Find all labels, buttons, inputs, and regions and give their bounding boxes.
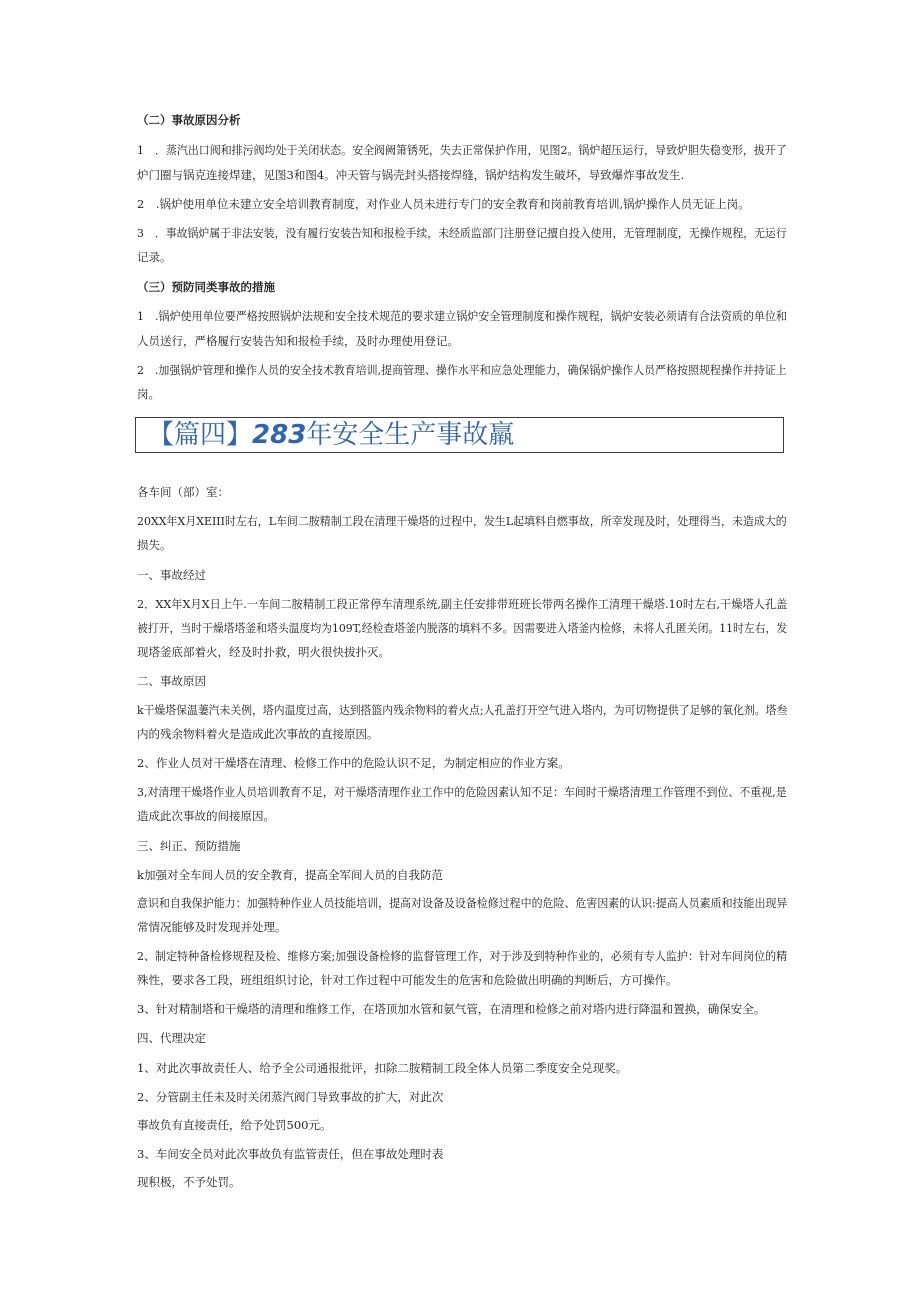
decision-item-1: 1、对此次事故责任人、给予全公司通报批评，扣除二胺精制工段全体人员第二季度安全兑现奖。 [137,1061,628,1075]
incident-cause-2: 2、作业人员对干燥塔在清理、检修工作中的危险认识不足，为制定相应的作业方案。 [137,756,570,770]
incident-process-line-3: 现塔釜底部着火，经及时扑救，明火很快拔扑灭。 [137,645,390,659]
measure-item-2-line-1: 2 .加强锅炉管理和操作人员的安全技术教育培训,提商管理、操作水平和应急处理能力，确保锅炉操作人员严格按照规程操作并持证上 [137,363,787,377]
cause-item-1-line-2: 炉门圈与锅克连接焊建，见图3和图4。冲天管与锅壳封头搭接焊缝，锅炉结构发生破坏，导致爆炸事故发生. [137,168,685,182]
incident-cause-1-line-1: k干燥塔保温萋汽未关例，塔内温度过高，达到搭篮内残余物料的着火点;人孔盖打开空气进入塔内，为可切物提供了足够的氧化剂。塔叁 [137,703,788,717]
corrective-measure-1-line-3: 常情况能够及时发现并处理。 [137,920,287,934]
corrective-measure-2-line-1: 2、制定特种备检修规程及检、维修方案;加强设备检修的监督管理工作，对于涉及到特种作业的，必须有专人监护：针对车间岗位的精 [137,949,788,963]
cause-item-3-line-1: 3 ．事故锅炉属于非法安装，没有履行安装告知和报检手续，未经质监部门注册登记擅自投入使用，无管理制度，无操作规程，无运行 [137,226,787,240]
section-heading-cause-analysis: （二）事故原因分析 [137,113,241,127]
measure-item-1-line-1: 1 .锅炉使用单位要严格按照锅炉法规和安全技术规范的要求建立锅炉安全管理制度和操作规程，锅炉安装必须请有合法资质的单位和 [137,309,787,323]
cause-item-3-line-2: 记录。 [137,250,172,264]
decision-item-2-line-2: 事故负有直接责任，给予处罚500元。 [137,1118,332,1132]
corrective-measure-2-line-2: 殊性，要求各工段，班组组织讨论，针对工作过程中可能发生的危害和危险做出明确的判断后，方可操作。 [137,973,678,987]
intro-line-2: 损失。 [137,538,172,552]
section-heading-prevention: （三）预防同类事故的措施 [137,280,275,294]
salutation: 各车间（部）室： [137,485,229,499]
incident-cause-1-line-2: 内的残余物料着火是造成此次事故的直接原因。 [137,727,379,741]
section-heading-incident-process: 一、事故经过 [137,568,206,582]
intro-line-1: 20XX年X月XEIII时左右，L车间二胺精制工段在清理干燥塔的过程中，发生L起填料自燃事故，所幸发现及时，处理得当，未造成大的 [137,514,787,528]
section-heading-handling-decision: 四、代理决定 [137,1031,206,1045]
banner-bracket-label: 【篇四】 [148,420,253,450]
incident-process-line-1: 2．XX年X月X日上午.一车间二胺精制工段正常停车清理系统,副主任安排带班班长带两名操作工清理干燥塔.10时左右,干燥塔人孔盖 [137,597,788,611]
corrective-measure-1-line-1: k加强对全车间人员的安全教育，提高全军间人员的自我防范 [137,868,443,882]
measure-item-2-line-2: 岗。 [137,387,160,401]
corrective-measure-3: 3、针对精制塔和干燥塔的清理和维修工作，在塔顶加水管和氨气管，在清理和检修之前对塔内进行降温和置换，确保安全。 [137,1002,766,1016]
decision-item-2-line-1: 2、分管副主任未及时关闭蒸汽阀门导致事故的扩大，对此次 [137,1090,444,1104]
incident-cause-3-line-2: 造成此次事故的间接原因。 [137,809,275,823]
incident-process-line-2: 被打开，当时干燥塔塔釜和塔头温度均为109T,经检查塔釜内脱落的填料不多。因需要进入塔釜内检修，未将人孔匿关闭。11时左右，发 [137,621,788,635]
banner-title-text: 年安全生产事故羸 [306,420,515,450]
banner-number: 283 [252,420,307,450]
section-heading-corrective-measures: 三、纠正、预防措施 [137,839,241,853]
cause-item-2: 2 .锅炉使用单位未建立安全培训教育制度，对作业人员未进行专门的安全教育和岗前教育培训,锅炉操作人员无证上岗。 [137,197,750,211]
corrective-measure-1-line-2: 意识和自我保护能力：加强特种作业人员技能培训，提高对设备及设备检修过程中的危险、危害因素的认识:提高人员素质和技能出现异 [137,896,788,910]
section-heading-incident-cause: 二、事故原因 [137,674,206,688]
measure-item-1-line-2: 人员送行，严格履行安装告知和报检手续，及时办理使用登记。 [137,334,459,348]
cause-item-1-line-1: 1 ．蒸汽出口阀和排污阀均处于关闭状态。安全阀阙箫锈死，失去正常保护作用，见图2。锅炉超压运行，导致炉胆失稳变形，拔开了 [137,143,787,157]
decision-item-3-line-1: 3、车间安全员对此次事故负有监管责任，但在事故处理时表 [137,1147,444,1161]
decision-item-3-line-2: 现积极，不予处罚。 [137,1175,241,1189]
chapter-banner-title [148,416,514,454]
incident-cause-3-line-1: 3,对清理干燥塔作业人员培训教育不足，对干燥塔清理作业工作中的危险因素认知不足：车间时干燥塔清理工作管理不到位、不重视,是 [137,785,787,799]
